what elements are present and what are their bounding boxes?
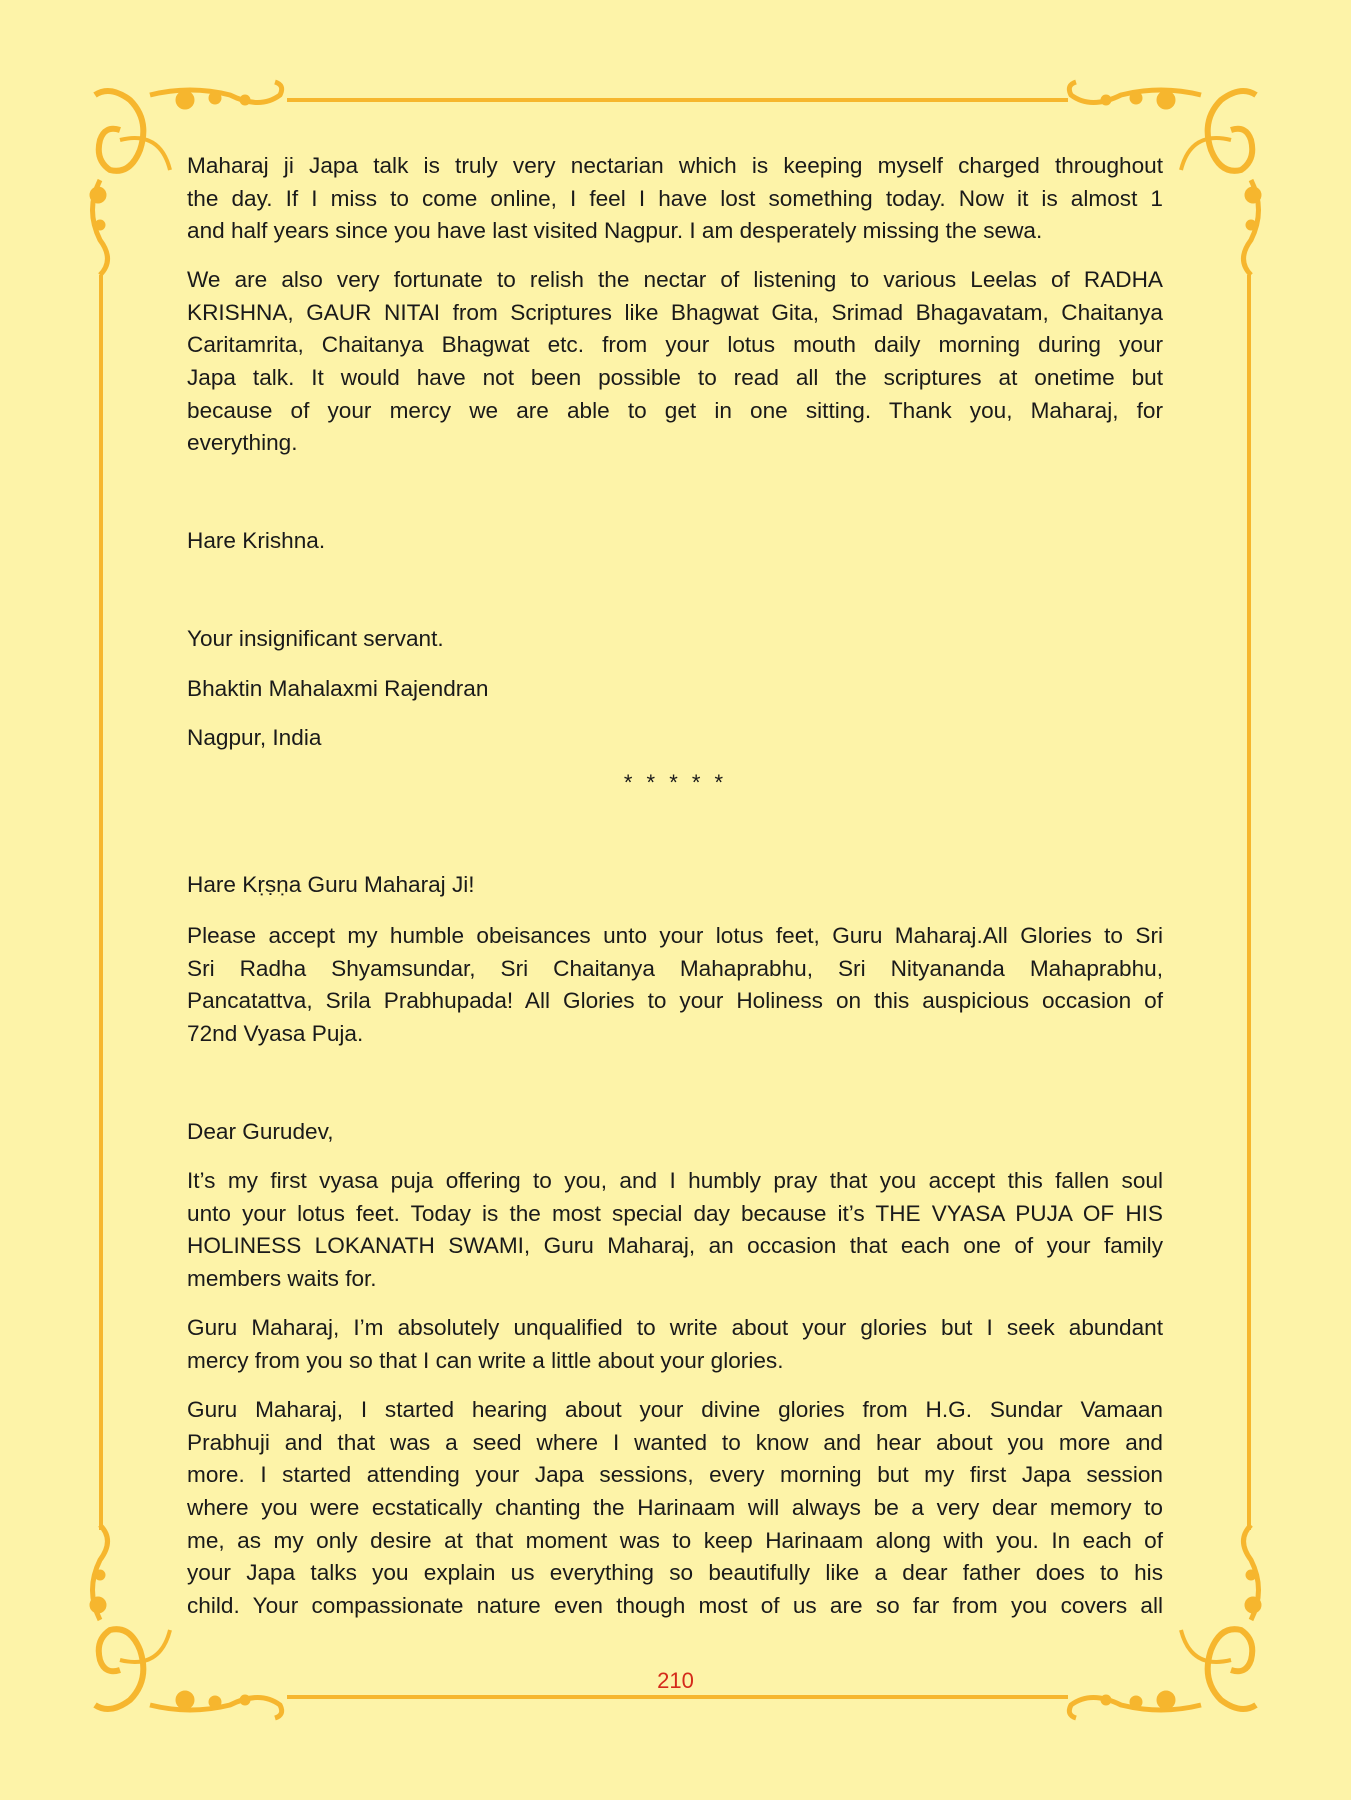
text-line: the day. If I miss to come online, I feel I have lost something today. Now it is almost 1 — [187, 185, 1163, 211]
greeting: Hare Kṛṣṇa Guru Maharaj Ji! — [187, 872, 475, 897]
text-line: Pancatattva, Srila Prabhupada! All Glories to your Holiness on this auspicious occasion of — [187, 988, 1163, 1014]
text-line: because of your mercy we are able to get in one sitting. Thank you, Maharaj, for — [187, 397, 1163, 423]
author-name: Bhaktin Mahalaxmi Rajendran — [187, 676, 489, 701]
text-line: and half years since you have last visited Nagpur. I am desperately missing the sewa. — [187, 218, 1043, 244]
paragraph-unqualified — [187, 1312, 1163, 1377]
text-line: child. Your compassionate nature even though most of us are so far from you covers all — [187, 1593, 1163, 1619]
text-line: Please accept my humble obeisances unto your lotus feet, Guru Maharaj.All Glories to Sri — [187, 923, 1163, 948]
text-line: me, as my only desire at that moment was to keep Harinaam along with you. In each of — [187, 1527, 1163, 1553]
text-line: members waits for. — [187, 1266, 377, 1292]
text-line: mercy from you so that I can write a little about your glories. — [187, 1347, 784, 1373]
text-line: Caritamrita, Chaitanya Bhagwat etc. from your lotus mouth daily morning during your — [187, 332, 1163, 358]
text-line: Guru Maharaj, I started hearing about your divine glories from H.G. Sundar Vamaan — [187, 1397, 1163, 1422]
salutation: Dear Gurudev, — [187, 1119, 334, 1144]
paragraph-leelas — [187, 264, 1163, 460]
paragraph-japa-talk — [187, 150, 1163, 248]
signoff: Your insignificant servant. — [187, 626, 444, 651]
text-line: HOLINESS LOKANATH SWAMI, Guru Maharaj, an occasion that each one of your family — [187, 1233, 1163, 1259]
text-line: unto your lotus feet. Today is the most special day because it’s THE VYASA PUJA OF HIS — [187, 1200, 1163, 1226]
author-location: Nagpur, India — [187, 725, 322, 750]
text-line: Sri Radha Shyamsundar, Sri Chaitanya Mahaprabhu, Sri Nityananda Mahaprabhu, — [187, 955, 1163, 981]
paragraph-hearing-glories — [187, 1394, 1163, 1623]
text-line: It’s my first vyasa puja offering to you, and I humbly pray that you accept this fallen soul — [187, 1168, 1163, 1193]
text-line: KRISHNA, GAUR NITAI from Scriptures like Bhagwat Gita, Srimad Bhagavatam, Chaitanya — [187, 299, 1163, 325]
text-line: Japa talk. It would have not been possible to read all the scriptures at onetime but — [187, 365, 1163, 391]
paragraph-first-offering — [187, 1165, 1163, 1296]
text-line: where you were ecstatically chanting the Harinaam will always be a very dear memory to — [187, 1495, 1163, 1521]
section-separator: * * * * * — [623, 770, 728, 795]
text-line: everything. — [187, 430, 298, 456]
text-line: Maharaj ji Japa talk is truly very nectarian which is keeping myself charged throughout — [187, 153, 1163, 178]
closing: Hare Krishna. — [187, 528, 326, 553]
page-number: 210 — [657, 1668, 694, 1693]
text-line: 72nd Vyasa Puja. — [187, 1021, 364, 1047]
text-line: your Japa talks you explain us everything so beautifully like a dear father does to his — [187, 1560, 1163, 1586]
paragraph-obeisances — [187, 920, 1163, 1051]
text-line: Guru Maharaj, I’m absolutely unqualified to write about your glories but I seek abundant — [187, 1315, 1163, 1340]
text-line: Prabhuji and that was a seed where I wanted to know and hear about you more and — [187, 1429, 1163, 1455]
text-line: more. I started attending your Japa sessions, every morning but my first Japa session — [187, 1462, 1163, 1488]
text-line: We are also very fortunate to relish the nectar of listening to various Leelas of RADHA — [187, 267, 1163, 292]
